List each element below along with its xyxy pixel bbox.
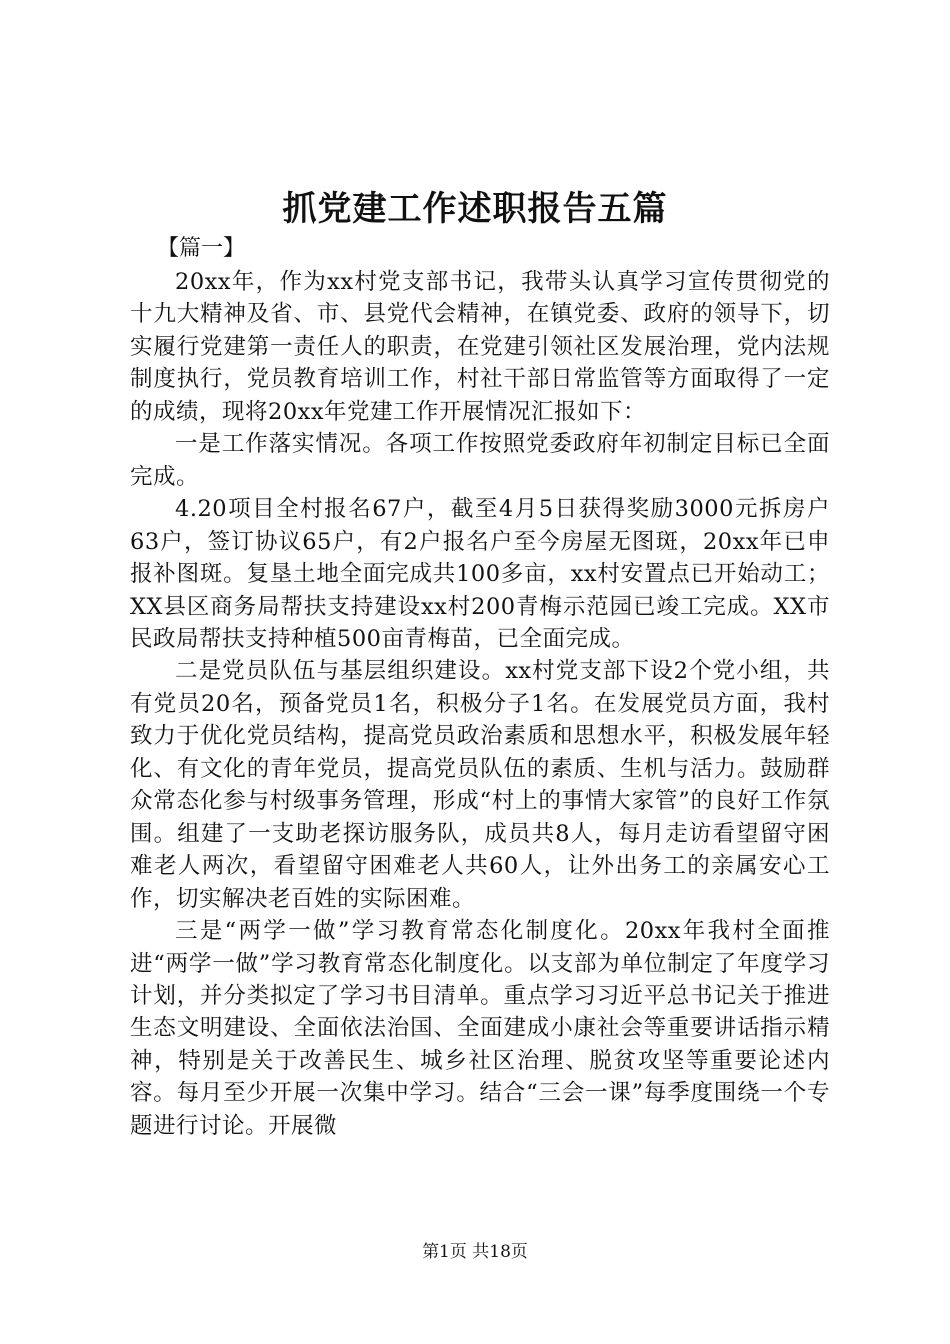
paragraph-study-education: 三是“两学一做”学习教育常态化制度化。20xx年我村全面推进“两学一做”学习教育常态化制度化。以支部为单位制定了年度学习计划，并分类拟定了学习书目清单。重点学习习近平总书记关于推进生态文明建设、全面依法治国、全面建成小康社会等重要讲话指示精神，特别是关于改善民生、城乡社区治理、脱贫攻坚等重要论述内容。每月至少开展一次集中学习。结合“三会一课”每季度围绕一个专题进行讨论。开展微: [130, 918, 830, 1139]
paragraph-intro: 20xx年，作为xx村党支部书记，我带头认真学习宣传贯彻党的十九大精神及省、市、县党代会精神，在镇党委、政府的领导下，切实履行党建第一责任人的职责，在党建引领社区发展治理，党内法规制度执行，党员教育培训工作，村社干部日常监管等方面取得了一定的成绩，现将20xx年党建工作开展情况汇报如下：: [130, 269, 830, 425]
document-title: 抓党建工作述职报告五篇: [282, 189, 668, 229]
section-label: 【篇一】: [157, 236, 246, 261]
paragraph-party-members: 二是党员队伍与基层组织建设。xx村党支部下设2个党小组，共有党员20名，预备党员1名，积极分子1名。在发展党员方面，我村致力于优化党员结构，提高党员政治素质和思想水平，积极发展年轻化、有文化的青年党员，提高党员队伍的素质、生机与活力。鼓励群众常态化参与村级事务管理，形成“村上的事情大家管”的良好工作氛围。组建了一支助老探访服务队，成员共8人，每月走访看望留守困难老人两次，看望留守困难老人共60人，让外出务工的亲属安心工作，切实解决老百姓的实际困难。: [130, 658, 830, 912]
paragraph-project-details: 4.20项目全村报名67户，截至4月5日获得奖励3000元拆房户63户，签订协议65户，有2户报名户至今房屋无图斑，20xx年已申报补图斑。复垦土地全面完成共100多亩，xx村安置点已开始动工；XX县区商务局帮扶支持建设xx村200青梅示范园已竣工完成。XX市民政局帮扶支持种植500亩青梅苗，已全面完成。: [130, 496, 830, 652]
page-footer: 第1页 共18页: [422, 1242, 528, 1262]
paragraph-work-implementation: 一是工作落实情况。各项工作按照党委政府年初制定目标已全面完成。: [130, 431, 830, 490]
document-body: [130, 266, 830, 1142]
